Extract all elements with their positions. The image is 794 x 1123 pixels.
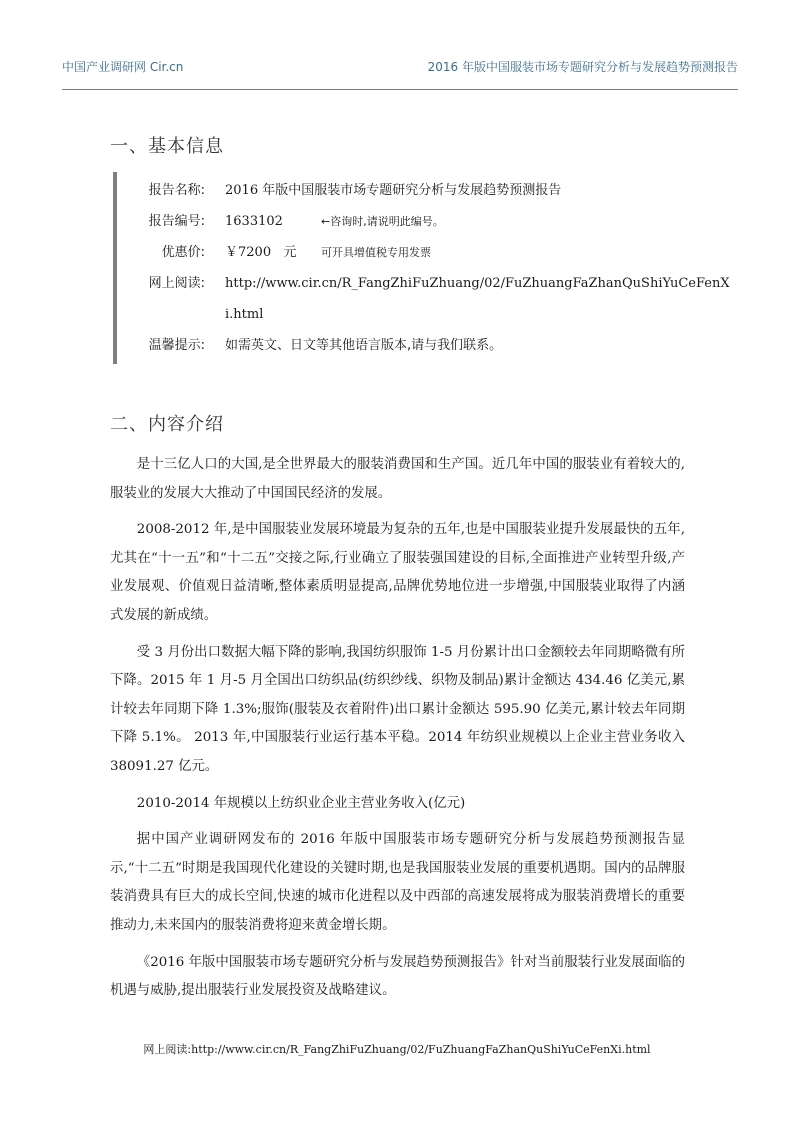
footer-online-label: 网上阅读: — [143, 1043, 192, 1056]
content-paragraph: 据中国产业调研网发布的 2016 年版中国服装市场专题研究分析与发展趋势预测报告显示,“十二五”时期是我国现代化建设的关键时期,也是我国服装业发展的重要机遇期。国内的品牌服装消费具有巨大的成长空间,快速的城市化进程以及中西部的高速发展将成为服装消费增长的重要推动力,未来国内的服装消费将迎来黄金增长期。 — [110, 832, 685, 933]
content-paragraph: 是十三亿人口的大国,是全世界最大的服装消费国和生产国。近几年中国的服装业有着较大的,服装业的发展大大推动了中国国民经济的发展。 — [110, 457, 685, 501]
content-body — [110, 451, 685, 1014]
report-name-label: 报告名称: — [148, 183, 205, 198]
basic-info-box — [113, 172, 730, 364]
header-divider — [62, 89, 738, 90]
price-value: ￥7200 元 — [225, 245, 297, 260]
report-code-value: 1633102 — [225, 214, 283, 229]
content-paragraph: 《2016 年版中国服装市场专题研究分析与发展趋势预测报告》针对当前服装行业发展面临的机遇与威胁,提出服装行业发展投资及战略建议。 — [110, 954, 685, 999]
section-title-basic-info: 一、基本信息 — [110, 136, 224, 157]
content-paragraph: 2008-2012 年,是中国服装业发展环境最为复杂的五年,也是中国服装业提升发展最快的五年,尤其在“十一五”和“十二五”交接之际,行业确立了服装强国建设的目标,全面推进产业转型升级,产业发展观、价值观日益清晰,整体素质明显提高,品牌优势地位进一步增强,中国服装业取得了内涵式发展的新成绩。 — [110, 522, 685, 623]
online-read-url-line1[interactable]: http://www.cir.cn/R_FangZhiFuZhuang/02/FuZhuangFaZhanQuShiYuCeFenX — [225, 276, 730, 291]
page-footer — [0, 1041, 794, 1057]
footer-url[interactable]: http://www.cir.cn/R_FangZhiFuZhuang/02/FuZhuangFaZhanQuShiYuCeFenXi.html — [191, 1043, 651, 1056]
tip-label: 温馨提示: — [148, 338, 205, 353]
header-report-title: 2016 年版中国服装市场专题研究分析与发展趋势预测报告 — [427, 60, 738, 74]
content-paragraph: 2010-2014 年规模以上纺织业企业主营业务收入(亿元) — [136, 795, 466, 811]
price-label: 优惠价: — [161, 245, 205, 260]
online-read-label: 网上阅读: — [148, 276, 205, 291]
price-note: 可开具增值税专用发票 — [321, 246, 431, 259]
report-code-note: ←咨询时,请说明此编号。 — [321, 215, 444, 228]
page-header — [62, 58, 738, 78]
site-name[interactable]: 中国产业调研网 Cir.cn — [62, 60, 184, 74]
section-title-content: 二、内容介绍 — [110, 414, 224, 435]
report-name-value: 2016 年版中国服装市场专题研究分析与发展趋势预测报告 — [225, 183, 562, 198]
report-code-label: 报告编号: — [148, 214, 205, 229]
content-paragraph: 受 3 月份出口数据大幅下降的影响,我国纺织服饰 1-5 月份累计出口金额较去年同期略微有所下降。2015 年 1 月-5 月全国出口纺织品(纺织纱线、织物及制品)累计金额达 434.46 亿美元,累计较去年同期下降 1.3%;服饰(服装及衣着附件)出口累计金额达 595.90 亿美元,累计较去年同期下降 5.1%。 2013 年,中国服装行业运行基本平稳。2014 年纺织业规模以上企业主营业务收入 38091.27 亿元。 — [110, 644, 685, 774]
tip-value: 如需英文、日文等其他语言版本,请与我们联系。 — [225, 338, 503, 353]
online-read-url-line2[interactable]: i.html — [225, 307, 264, 322]
